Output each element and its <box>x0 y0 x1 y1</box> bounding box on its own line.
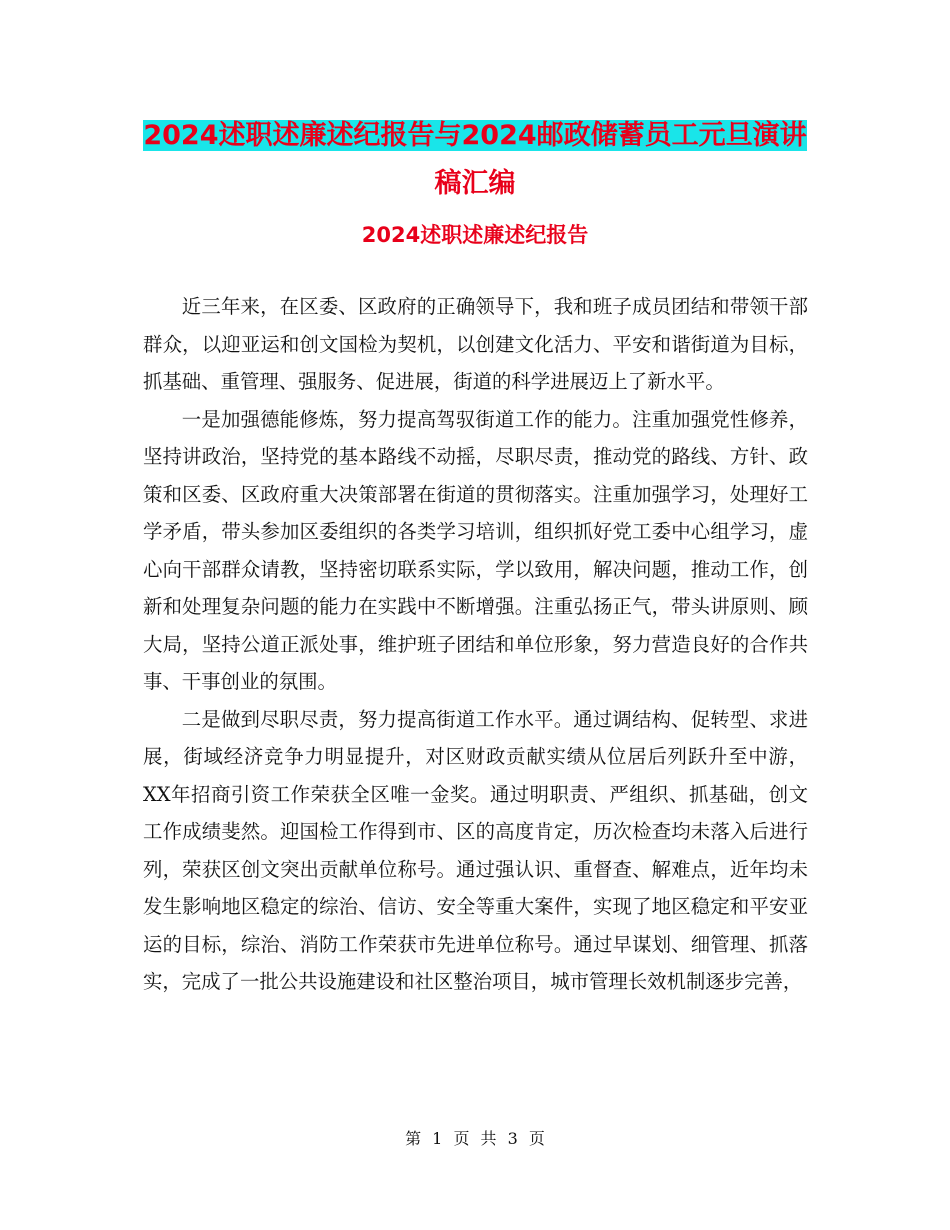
paragraph-1: 近三年来，在区委、区政府的正确领导下，我和班子成员团结和带领干部群众，以迎亚运和创文国检为契机，以创建文化活力、平安和谐街道为目标，抓基础、重管理、强服务、促进展，街道的科学进展迈上了新水平。 <box>143 295 808 393</box>
paragraph-3: 二是做到尽职尽责，努力提高街道工作水平。通过调结构、促转型、求进展，街域经济竞争力明显提升，对区财政贡献实绩从位居后列跃升至中游，XX年招商引资工作荣获全区唯一金奖。通过明职责、严组织、抓基础，创文工作成绩斐然。迎国检工作得到市、区的高度肯定，历次检查均未落入后进行列，荣获区创文突出贡献单位称号。通过强认识、重督查、解难点，近年均未发生影响地区稳定的综治、信访、安全等重大案件，实现了地区稳定和平安亚运的目标，综治、消防工作荣获市先进单位称号。通过早谋划、细管理、抓落实，完成了一批公共设施建设和社区整治项目，城市管理长效机制逐步完善， <box>143 707 808 993</box>
title-line-2: 稿汇编 <box>434 168 516 199</box>
document-body <box>143 288 808 1001</box>
page-footer: 第 1 页 共 3 页 <box>405 1129 545 1148</box>
section-title: 2024述职述廉述纪报告 <box>361 223 589 247</box>
document-title <box>140 112 810 208</box>
paragraph-2: 一是加强德能修炼，努力提高驾驭街道工作的能力。注重加强党性修养，坚持讲政治，坚持党的基本路线不动摇，尽职尽责，推动党的路线、方针、政策和区委、区政府重大决策部署在街道的贯彻落实。注重加强学习，处理好工学矛盾，带头参加区委组织的各类学习培训，组织抓好党工委中心组学习，虚心向干部群众请教，坚持密切联系实际，学以致用，解决问题，推动工作，创新和处理复杂问题的能力在实践中不断增强。注重弘扬正气，带头讲原则、顾大局，坚持公道正派处事，维护班子团结和单位形象，努力营造良好的合作共事、干事创业的氛围。 <box>143 407 808 693</box>
title-line-1: 2024述职述廉述纪报告与2024邮政储蓄员工元旦演讲 <box>143 120 807 151</box>
